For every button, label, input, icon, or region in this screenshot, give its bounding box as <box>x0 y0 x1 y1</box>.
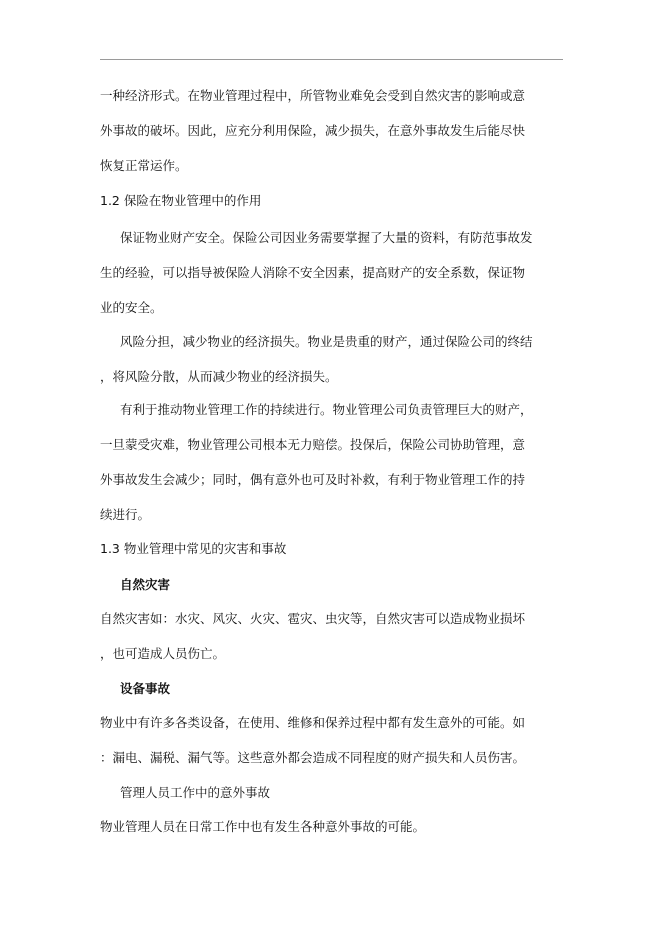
safety-paragraph <box>100 229 563 316</box>
natural-paragraph <box>100 610 563 662</box>
text-line: 恢复正常运作。 <box>100 158 188 173</box>
text-line: 有利于推动物业管理工作的持续进行。物业管理公司负责管理巨大的财产， <box>120 402 533 417</box>
text-line: 物业中有许多各类设备，在使用、维修和保养过程中都有发生意外的可能。如 <box>100 715 526 730</box>
text-line: ，将风险分散，从而减少物业的经济损失。 <box>100 369 338 384</box>
section-heading-1-2: 1.2 保险在物业管理中的作用 <box>100 193 262 208</box>
header-rule <box>100 59 563 60</box>
intro-paragraph <box>100 87 563 174</box>
text-line: ：漏电、漏税、漏气等。这些意外都会造成不同程度的财产损失和人员伤害。 <box>100 750 526 765</box>
risk-paragraph <box>100 333 563 385</box>
text-line: 一种经济形式。在物业管理过程中，所管物业难免会受到自然灾害的影响或意 <box>100 88 526 103</box>
text-line: 业的安全。 <box>100 300 163 315</box>
subheading-equipment-accidents: 设备事故 <box>120 681 171 696</box>
text-line: 物业管理人员在日常工作中也有发生各种意外事故的可能。 <box>100 819 426 834</box>
text-line: 风险分担，减少物业的经济损失。物业是贵重的财产，通过保险公司的终结 <box>120 334 533 349</box>
text-line: 保证物业财产安全。保险公司因业务需要掌握了大量的资料，有防范事故发 <box>120 230 533 245</box>
text-line: 生的经验，可以指导被保险人消除不安全因素，提高财产的安全系数，保证物 <box>100 265 526 280</box>
staff-paragraph <box>100 818 563 835</box>
section-heading-1-3: 1.3 物业管理中常见的灾害和事故 <box>100 541 287 556</box>
continuity-paragraph <box>100 401 563 523</box>
text-line: ，也可造成人员伤亡。 <box>100 646 226 661</box>
text-line: 一旦蒙受灾难，物业管理公司根本无力赔偿。投保后，保险公司协助管理，意 <box>100 437 526 452</box>
subheading-staff-accidents: 管理人员工作中的意外事故 <box>120 785 271 800</box>
text-line: 续进行。 <box>100 507 151 522</box>
text-line: 自然灾害如：水灾、风灾、火灾、雹灾、虫灾等，自然灾害可以造成物业损坏 <box>100 611 526 626</box>
subheading-natural-disasters: 自然灾害 <box>120 577 171 592</box>
text-line: 外事故发生会减少；同时，偶有意外也可及时补救，有利于物业管理工作的持 <box>100 472 526 487</box>
text-line: 外事故的破坏。因此，应充分利用保险，减少损失，在意外事故发生后能尽快 <box>100 123 526 138</box>
equipment-paragraph <box>100 714 563 766</box>
